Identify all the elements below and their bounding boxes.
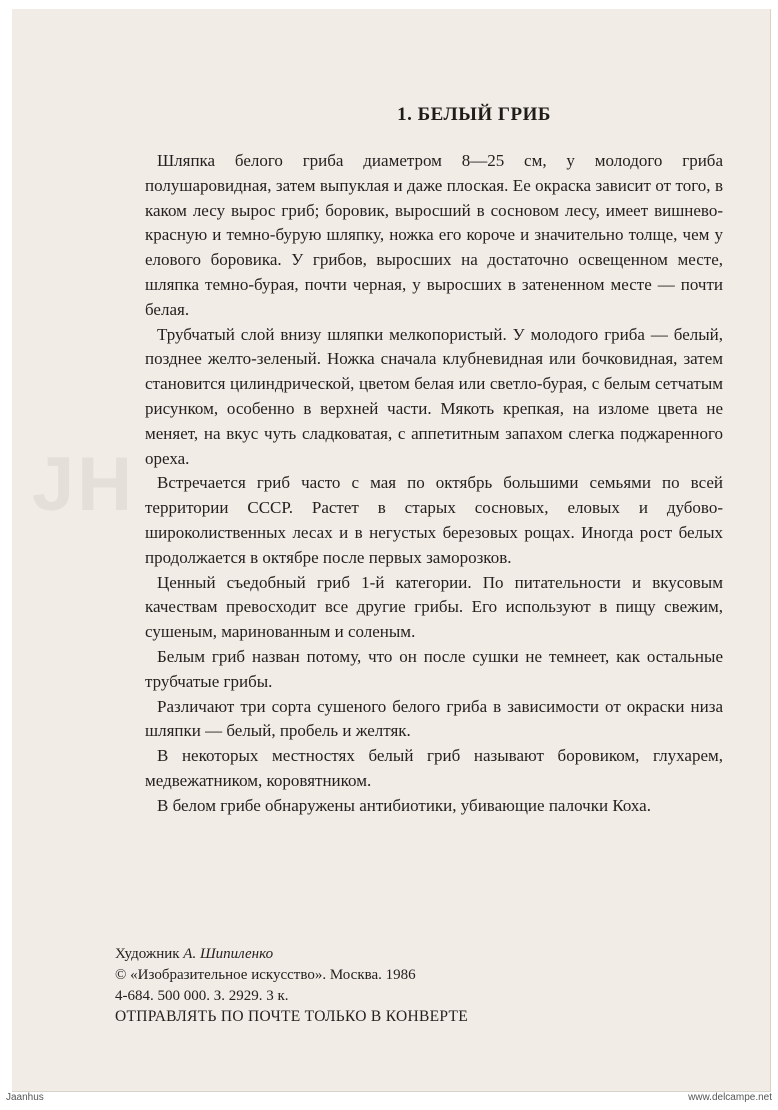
paragraph-name-origin: Белым гриб назван потому, что он после сушки не темнеет, как остальные трубчатые грибы. [145, 646, 723, 691]
paragraph-edibility: Ценный съедобный гриб 1-й категории. По питательности и вкусовым качествам превосходит все другие грибы. Его используют в пищу свежим, сушеным, маринованным и соленым. [145, 572, 723, 642]
publication-credits [115, 944, 416, 1007]
print-info-line: 4-684. 500 000. З. 2929. 3 к. [115, 988, 289, 1004]
mailing-note: ОТПРАВЛЯТЬ ПО ПОЧТЕ ТОЛЬКО В КОНВЕРТЕ [115, 1008, 469, 1025]
artist-label: Художник [115, 946, 180, 962]
artist-name: А. Шипиленко [183, 946, 274, 962]
copyright-line: © «Изобразительное искусство». Москва. 1986 [115, 967, 416, 983]
paragraph-tube-layer: Трубчатый слой внизу шляпки мелкопористый. У молодого гриба — белый, позднее желто-зеленый. Ножка сначала клубневидная или бочковидная, затем становится цилиндрической, цветом белая или светло-бурая, с белым сетчатым рисунком, особенно в верхней части. Мякоть крепкая, на изломе цвета не меняет, на вкус чуть сладковатая, с аппетитным запахом слегка поджаренного ореха. [145, 324, 723, 468]
paragraph-habitat: Встречается гриб часто с мая по октябрь большими семьями по всей территории СССР. Растет в старых сосновых, еловых и дубово-широколиственных лесах и в негустых березовых рощах. Иногда рост белых продолжается в октябре после первых заморозков. [145, 473, 723, 567]
article-body [145, 149, 723, 819]
source-mark-right: www.delcampe.net [688, 1092, 772, 1103]
artist-line [115, 944, 416, 965]
source-mark-left: Jaanhus [6, 1092, 44, 1103]
postcard-back [12, 9, 771, 1092]
watermark: JH [32, 442, 136, 527]
paragraph-cap-description: Шляпка белого гриба диаметром 8—25 см, у молодого гриба полушаровидная, затем выпуклая и даже плоская. Ее окраска зависит от того, в каком лесу вырос гриб; боровик, выросший в сосновом лесу, имеет вишнево-красную и темно-бурую шляпку, ножка его короче и значительно толще, чем у елового боровика. У грибов, выросших на достаточно освещенном месте, шляпка темно-бурая, почти черная, у выросших в затененном месте — почти белая. [145, 151, 723, 319]
page-title: 1. БЕЛЫЙ ГРИБ [397, 104, 551, 125]
paragraph-local-names: В некоторых местностях белый гриб называют боровиком, глухарем, медвежатником, коровятником. [145, 746, 723, 790]
paragraph-dried-grades: Различают три сорта сушеного белого гриба в зависимости от окраски низа шляпки — белый, пробель и желтяк. [145, 696, 723, 741]
paragraph-antibiotics: В белом грибе обнаружены антибиотики, убивающие палочки Коха. [157, 795, 651, 815]
